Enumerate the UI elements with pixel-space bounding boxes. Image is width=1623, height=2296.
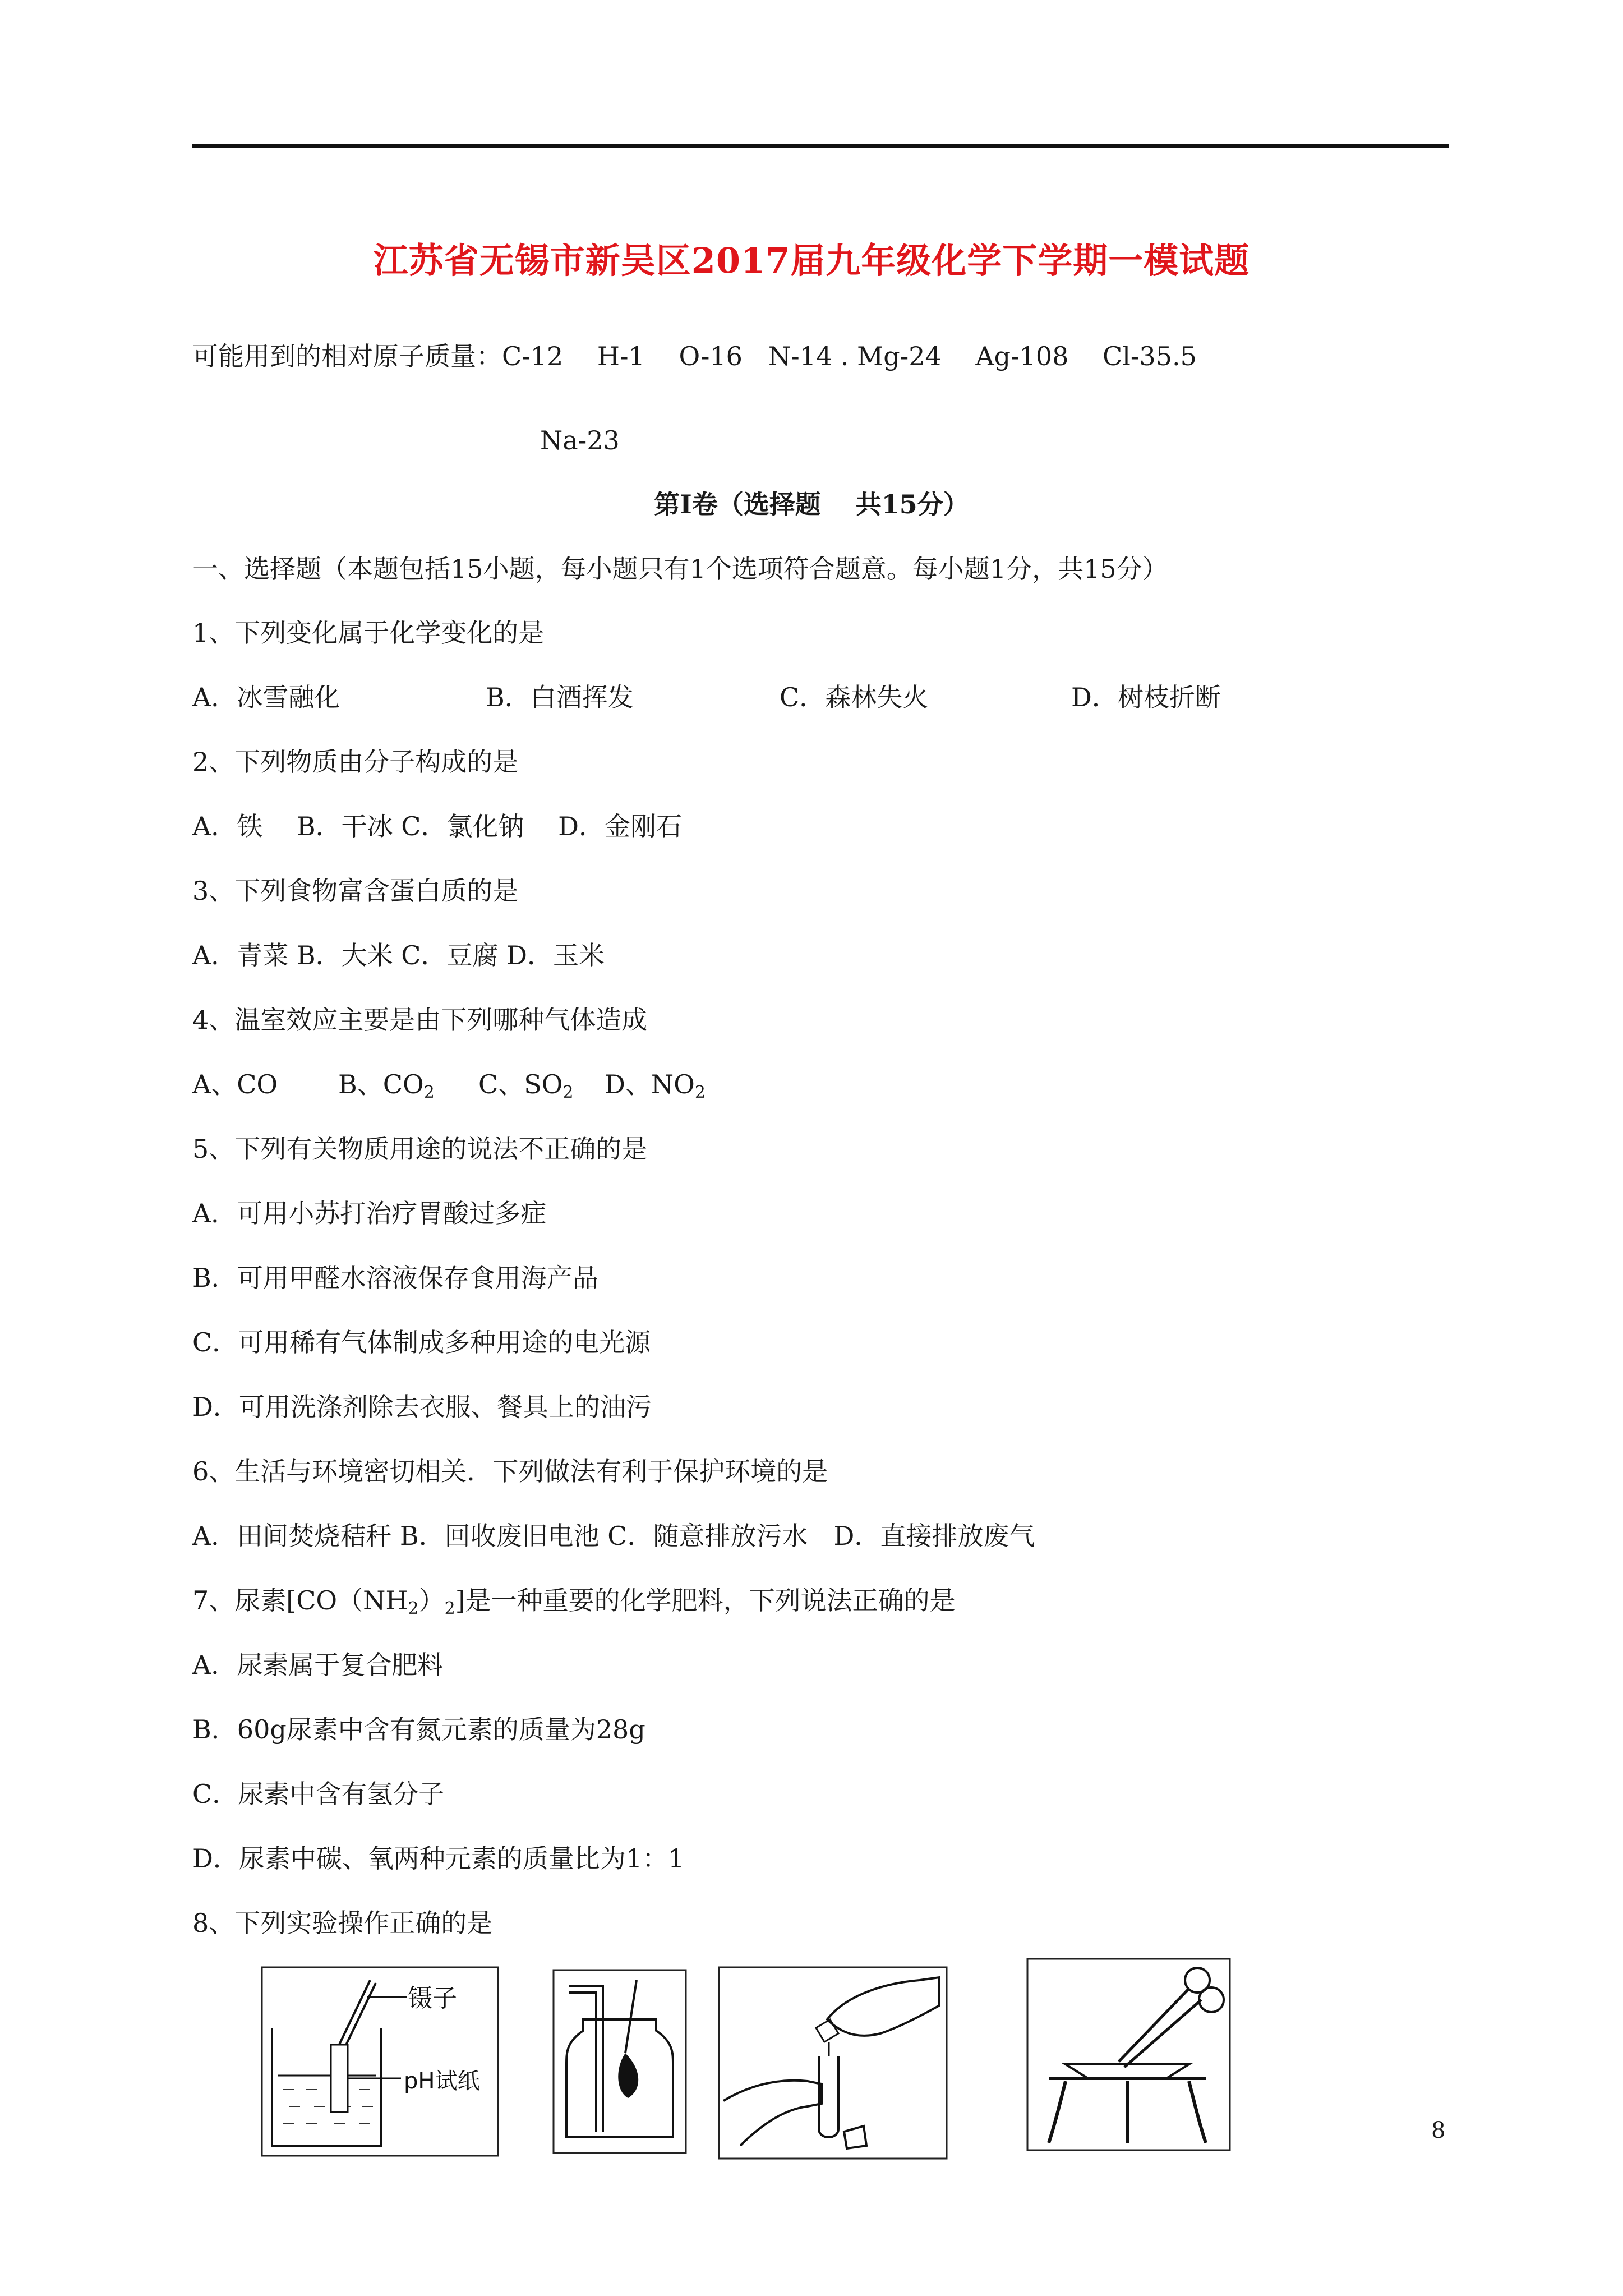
- question-3-stem: 3、下列食物富含蛋白质的是: [192, 876, 519, 906]
- question-6-stem: 6、生活与环境密切相关．下列做法有利于保护环境的是: [192, 1456, 828, 1487]
- question-7-option-c: C．尿素中含有氢分子: [192, 1779, 445, 1809]
- figure-tripod-tweezers: [1026, 1958, 1231, 2151]
- section-title: 第Ⅰ卷（选择题 共15分）: [654, 489, 969, 519]
- question-5-option-a: A．可用小苏打治疗胃酸过多症: [192, 1198, 547, 1228]
- part-intro: 一、选择题（本题包括15小题，每小题只有1个选项符合题意。每小题1分，共15分）: [192, 554, 1168, 584]
- question-3-options: A．青菜 B．大米 C．豆腐 D．玉米: [192, 940, 605, 970]
- option-c: C．森林失火: [780, 682, 929, 712]
- option-b: B．白酒挥发: [486, 682, 634, 712]
- option-d: D、$NO_2$: [605, 1069, 706, 1102]
- question-5-option-d: D．可用洗涤剂除去衣服、餐具上的油污: [192, 1392, 652, 1422]
- option-a: A．冰雪融化: [192, 682, 340, 712]
- option-a: A、CO: [192, 1069, 278, 1099]
- atomic-masses-extra: Na-23: [540, 425, 620, 455]
- question-6-options: A．田间焚烧秸秆 B．回收废旧电池 C．随意排放污水 D．直接排放废气: [192, 1521, 1035, 1551]
- question-5-option-c: C．可用稀有气体制成多种用途的电光源: [192, 1327, 651, 1358]
- page-number: 8: [1431, 2118, 1446, 2143]
- question-7-option-d: D．尿素中碳、氧两种元素的质量比为1：1: [192, 1843, 685, 1874]
- question-2-options: A．铁 B．干冰 C．氯化钠 D．金刚石: [192, 811, 682, 841]
- question-7-stem: 7、尿素$[CO(NH_2)_2]$是一种重要的化学肥料，下列说法正确的是: [192, 1585, 956, 1618]
- figure-gas-bottle: [552, 1969, 687, 2154]
- question-5-option-b: B．可用甲醛水溶液保存食用海产品: [192, 1263, 598, 1293]
- header-rule: [192, 144, 1449, 148]
- option-b: B、$CO_2$: [338, 1069, 435, 1102]
- page-title: 江苏省无锡市新吴区2017届九年级化学下学期一模试题: [373, 240, 1250, 281]
- question-7-option-a: A．尿素属于复合肥料: [192, 1650, 444, 1680]
- question-5-stem: 5、下列有关物质用途的说法不正确的是: [192, 1134, 648, 1164]
- figure-ph-paper-beaker: [261, 1966, 499, 2157]
- option-d: D．树枝折断: [1071, 682, 1221, 712]
- option-c: C、$SO_2$: [478, 1069, 574, 1102]
- tweezers-label: 镊子: [408, 1984, 457, 2013]
- atomic-masses: 可能用到的相对原子质量：C-12 H-1 O-16 N-14 . Mg-24 Ag-108 Cl-35.5: [192, 341, 1197, 371]
- question-1-stem: 1、下列变化属于化学变化的是: [192, 618, 545, 648]
- question-2-stem: 2、下列物质由分子构成的是: [192, 747, 519, 777]
- question-4-stem: 4、温室效应主要是由下列哪种气体造成: [192, 1005, 648, 1035]
- question-7-option-b: B．60g尿素中含有氮元素的质量为28g: [192, 1714, 645, 1745]
- question-8-stem: 8、下列实验操作正确的是: [192, 1908, 493, 1938]
- ph-paper-label: pH试纸: [404, 2068, 480, 2094]
- figure-pouring-liquid: [718, 1966, 948, 2160]
